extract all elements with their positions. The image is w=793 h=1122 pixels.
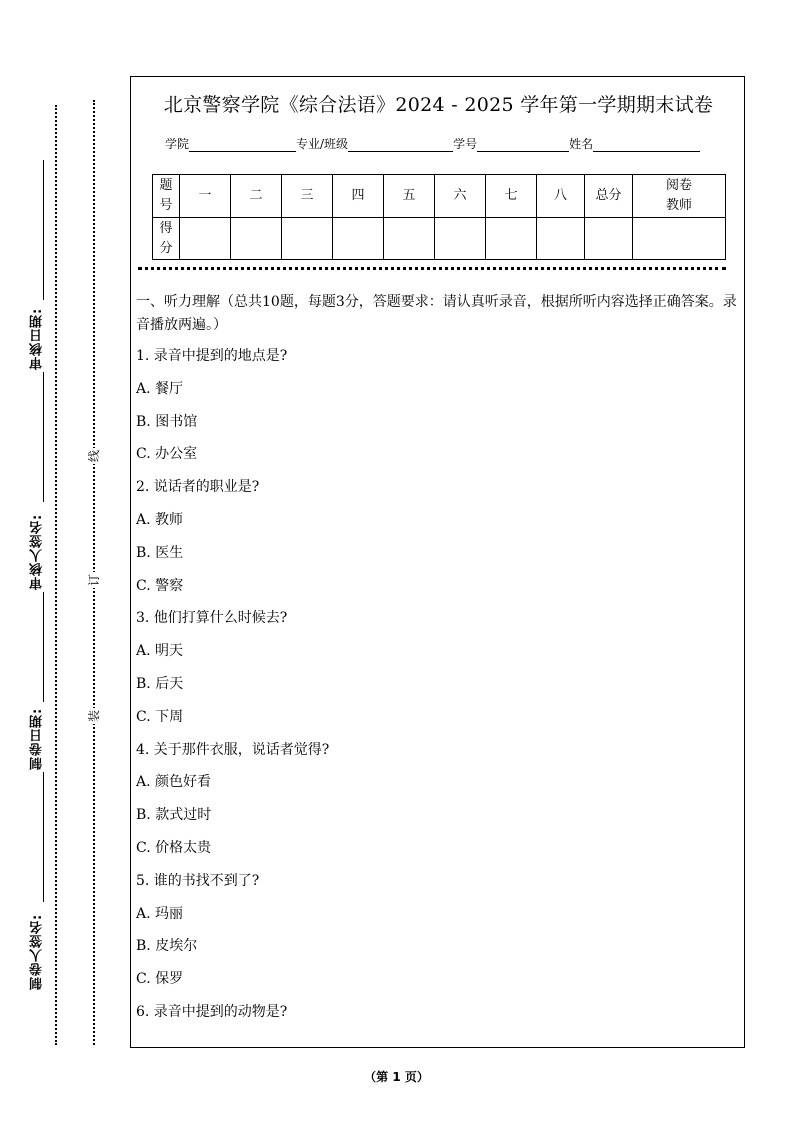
score-label: 得 分 <box>153 218 180 260</box>
q4-option-c[interactable]: C. 价格太贵 <box>136 839 212 856</box>
score-table-header-row <box>153 175 726 218</box>
student-info-row <box>165 132 700 152</box>
question-6: 6. 录音中提到的动物是? <box>136 1003 288 1020</box>
name-field[interactable] <box>593 137 700 152</box>
question-number-label: 题 号 <box>153 175 180 218</box>
score-cell-q1[interactable] <box>180 218 231 260</box>
name-label: 姓名 <box>569 137 594 151</box>
prep-date-label: 制卷日期: <box>30 707 45 770</box>
college-label: 学院 <box>165 137 190 151</box>
section-heading: 一、听力理解（总共10题，每题3分，答题要求：请认真听录音，根据所听内容选择正确答案。录音播放两遍。） <box>136 294 737 333</box>
q1-option-c[interactable]: C. 办公室 <box>136 446 198 463</box>
column-total: 总分 <box>585 175 633 218</box>
college-field[interactable] <box>189 137 296 152</box>
q2-option-c[interactable]: C. 警察 <box>136 577 184 594</box>
q5-option-a[interactable]: A. 玛丽 <box>136 905 184 922</box>
q3-option-b[interactable]: B. 后天 <box>136 675 184 692</box>
column-q3: 三 <box>282 175 333 218</box>
question-1: 1. 录音中提到的地点是? <box>136 348 288 364</box>
column-q1: 一 <box>180 175 231 218</box>
signature-line-preparer <box>43 772 44 902</box>
score-cell-q7[interactable] <box>486 218 537 260</box>
section-listening <box>136 291 741 1034</box>
q2-option-b[interactable]: B. 医生 <box>136 544 184 561</box>
score-cell-q4[interactable] <box>333 218 384 260</box>
score-cell-q2[interactable] <box>231 218 282 260</box>
column-q8: 八 <box>537 175 585 218</box>
q5-option-b[interactable]: B. 皮埃尔 <box>136 938 198 955</box>
exam-title: 北京警察学院《综合法语》2024 - 2025 学年第一学期期末试卷 <box>163 94 714 116</box>
score-cell-q8[interactable] <box>537 218 585 260</box>
binding-char-line: 线 <box>87 450 101 463</box>
margin-dotted-line-outer <box>55 105 57 1045</box>
q4-option-b[interactable]: B. 款式过时 <box>136 807 212 824</box>
question-5: 5. 谁的书找不到了? <box>136 872 260 889</box>
q2-option-a[interactable]: A. 教师 <box>136 511 184 528</box>
column-q6: 六 <box>435 175 486 218</box>
exam-paper-frame <box>130 76 745 1048</box>
section-separator <box>138 267 726 270</box>
score-table-score-row <box>153 218 726 260</box>
student-id-label: 学号 <box>453 137 478 151</box>
question-4: 4. 关于那件衣服，说话者觉得? <box>136 741 330 758</box>
grader-label: 阅卷 教师 <box>633 175 726 218</box>
major-class-field[interactable] <box>348 137 453 152</box>
student-id-field[interactable] <box>477 137 569 152</box>
score-cell-total[interactable] <box>585 218 633 260</box>
major-class-label: 专业/班级 <box>296 137 349 151</box>
q4-option-a[interactable]: A. 颜色好看 <box>136 774 212 791</box>
column-q4: 四 <box>333 175 384 218</box>
preparer-signature-label: 制卷人签名: <box>30 913 45 990</box>
score-cell-q3[interactable] <box>282 218 333 260</box>
score-table <box>152 174 726 260</box>
signature-line-audit-date <box>43 160 44 300</box>
signature-line-prep-date <box>43 592 44 702</box>
q1-option-a[interactable]: A. 餐厅 <box>136 380 184 397</box>
column-q2: 二 <box>231 175 282 218</box>
score-cell-q6[interactable] <box>435 218 486 260</box>
column-q5: 五 <box>384 175 435 218</box>
grader-signature-cell[interactable] <box>633 218 726 260</box>
q1-option-b[interactable]: B. 图书馆 <box>136 413 198 430</box>
score-cell-q5[interactable] <box>384 218 435 260</box>
auditor-signature-label: 审核人签名: <box>30 513 45 590</box>
question-2: 2. 说话者的职业是? <box>136 479 260 496</box>
audit-date-label: 审核日期: <box>30 307 45 370</box>
binding-char-bind: 装 <box>87 710 101 723</box>
q5-option-c[interactable]: C. 保罗 <box>136 971 184 988</box>
q3-option-a[interactable]: A. 明天 <box>136 643 184 660</box>
binding-char-staple: 订 <box>87 574 101 587</box>
column-q7: 七 <box>486 175 537 218</box>
q3-option-c[interactable]: C. 下周 <box>136 708 184 725</box>
page-number: （第 1 页） <box>364 1070 429 1084</box>
question-3: 3. 他们打算什么时候去? <box>136 610 288 627</box>
signature-line-auditor <box>43 372 44 502</box>
